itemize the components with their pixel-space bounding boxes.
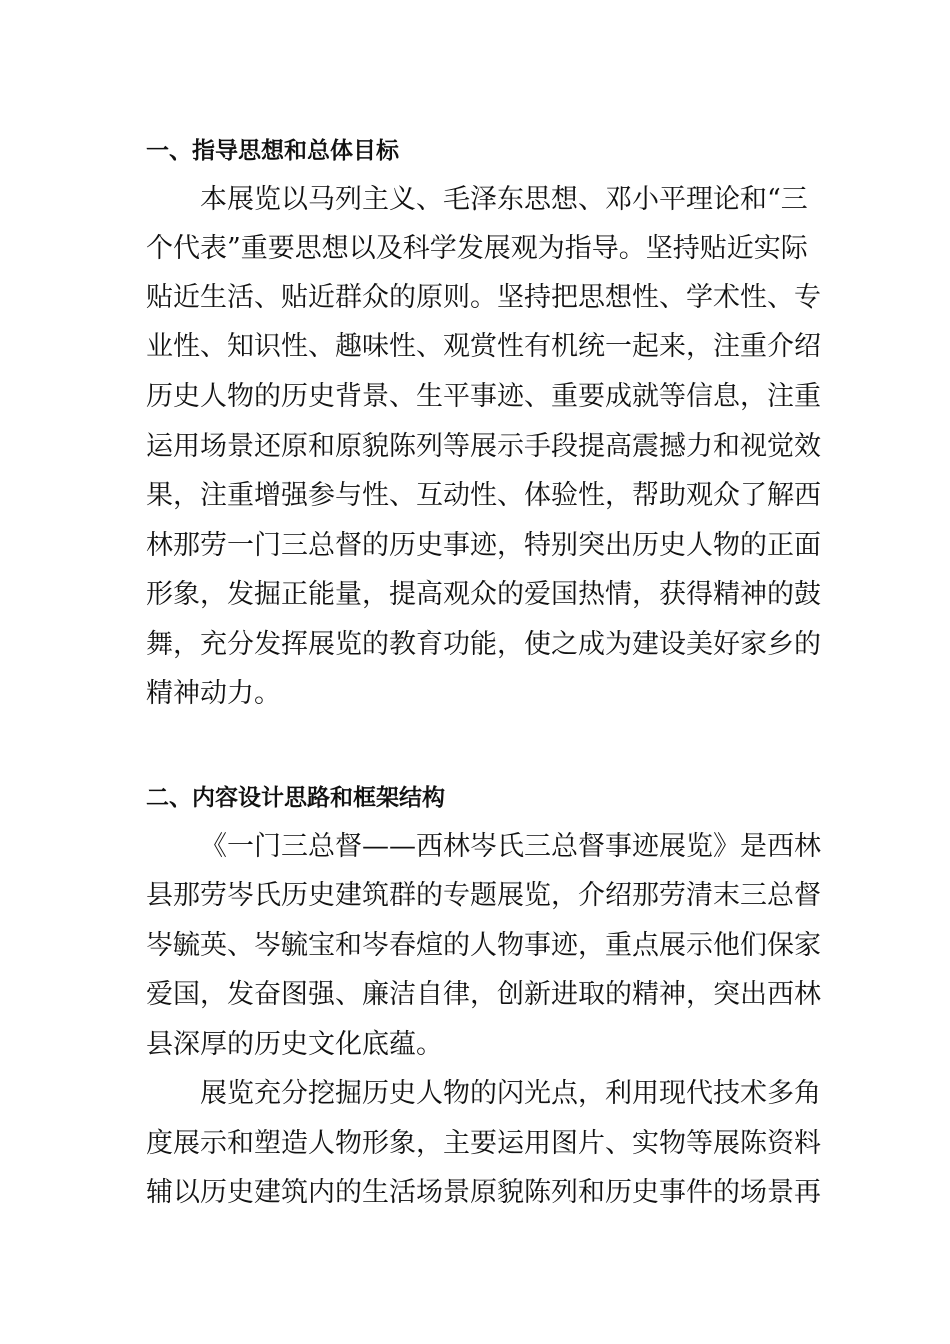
paragraph-line: 舞，充分发挥展览的教育功能，使之成为建设美好家乡的 (146, 629, 821, 660)
paragraph-line: 个代表”重要思想以及科学发展观为指导。坚持贴近实际 (146, 233, 808, 264)
paragraph-line: 业性、知识性、趣味性、观赏性有机统一起来，注重介绍 (146, 331, 821, 362)
paragraph-line: 展览充分挖掘历史人物的闪光点，利用现代技术多角 (200, 1078, 821, 1109)
section-1-heading: 一、指导思想和总体目标 (146, 138, 399, 164)
paragraph-line: 岑毓英、岑毓宝和岑春煊的人物事迹，重点展示他们保家 (146, 930, 821, 961)
paragraph-line: 形象，发掘正能量，提高观众的爱国热情，获得精神的鼓 (146, 579, 821, 610)
paragraph-line: 历史人物的历史背景、生平事迹、重要成就等信息，注重 (146, 381, 821, 412)
paragraph-line: 林那劳一门三总督的历史事迹，特别突出历史人物的正面 (146, 530, 821, 561)
paragraph-line: 精神动力。 (146, 678, 281, 709)
paragraph-line: 运用场景还原和原貌陈列等展示手段提高震撼力和视觉效 (146, 431, 821, 462)
section-2-heading: 二、内容设计思路和框架结构 (146, 785, 445, 811)
paragraph-line: 辅以历史建筑内的生活场景原貌陈列和历史事件的场景再 (146, 1177, 821, 1208)
paragraph-line: 县那劳岑氏历史建筑群的专题展览，介绍那劳清末三总督 (146, 880, 821, 911)
paragraph-line: 果，注重增强参与性、互动性、体验性，帮助观众了解西 (146, 480, 821, 511)
paragraph-line: 《一门三总督——西林岑氏三总督事迹展览》是西林 (200, 831, 821, 862)
paragraph-line: 爱国，发奋图强、廉洁自律，创新进取的精神，突出西林 (146, 979, 821, 1010)
paragraph-line: 贴近生活、贴近群众的原则。坚持把思想性、学术性、专 (146, 282, 821, 313)
paragraph-line: 县深厚的历史文化底蕴。 (146, 1029, 443, 1060)
paragraph-line: 本展览以马列主义、毛泽东思想、邓小平理论和“三 (200, 184, 808, 215)
paragraph-line: 度展示和塑造人物形象，主要运用图片、实物等展陈资料 (146, 1128, 821, 1159)
